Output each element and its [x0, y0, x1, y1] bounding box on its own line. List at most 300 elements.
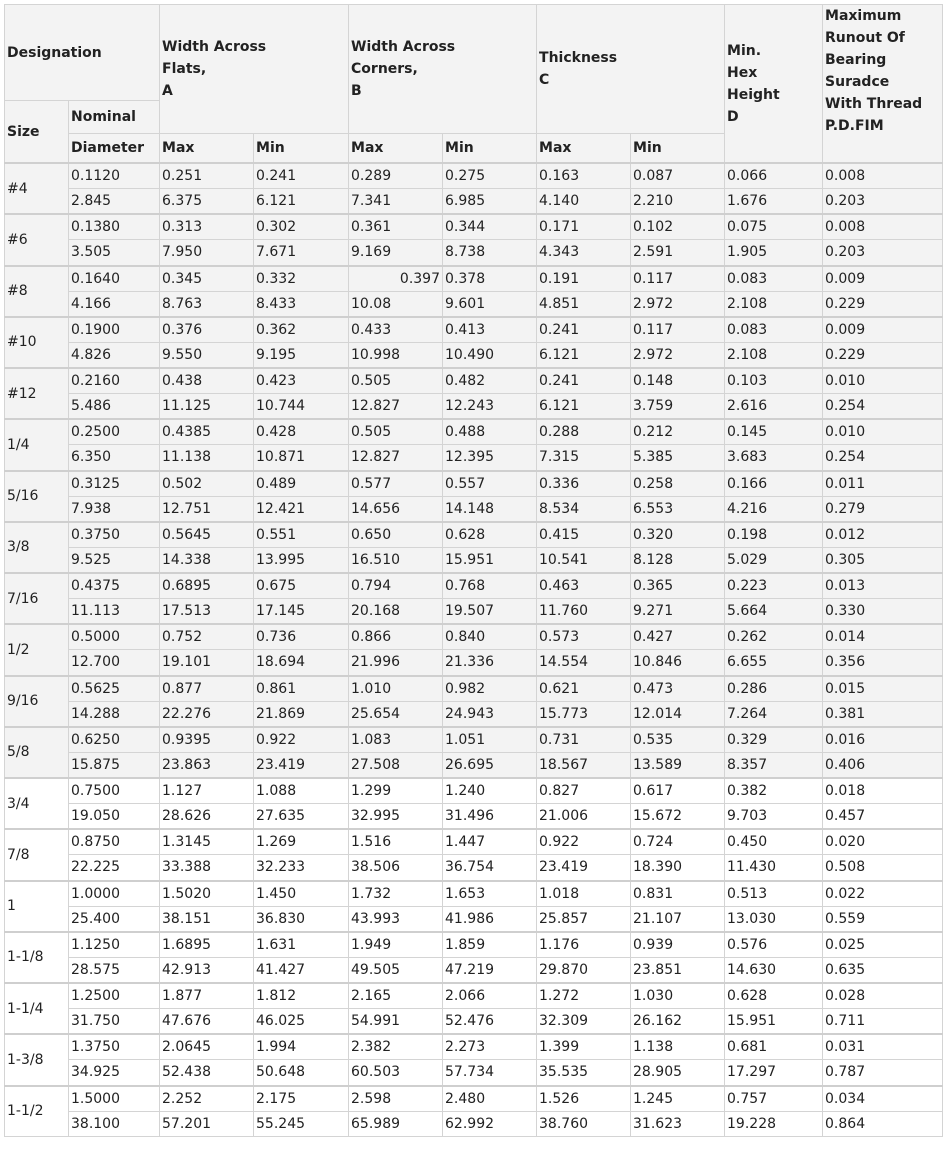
diameter-cell: 0.2500: [69, 419, 160, 445]
value-cell: 41.427: [254, 957, 349, 983]
value-cell: 0.724: [631, 829, 725, 855]
value-cell: 19.101: [160, 650, 254, 676]
value-cell: 1.859: [443, 932, 537, 958]
value-cell: 9.703: [725, 804, 823, 830]
value-cell: 46.025: [254, 1009, 349, 1035]
value-cell: 0.087: [631, 163, 725, 189]
table-row: [5, 855, 943, 881]
value-cell: 42.913: [160, 957, 254, 983]
size-cell: 1: [5, 881, 69, 932]
value-cell: 32.995: [349, 804, 443, 830]
table-row: [5, 419, 943, 445]
value-cell: 0.241: [537, 368, 631, 394]
value-cell: 11.138: [160, 445, 254, 471]
value-cell: 0.009: [823, 266, 943, 292]
value-cell: 0.075: [725, 214, 823, 240]
value-cell: 26.162: [631, 1009, 725, 1035]
diameter-cell: 0.5000: [69, 624, 160, 650]
value-cell: 21.107: [631, 906, 725, 932]
value-cell: 0.034: [823, 1086, 943, 1112]
value-cell: 23.851: [631, 957, 725, 983]
value-cell: 7.671: [254, 240, 349, 266]
value-cell: 0.731: [537, 727, 631, 753]
value-cell: 55.245: [254, 1111, 349, 1137]
value-cell: 47.676: [160, 1009, 254, 1035]
value-cell: 0.473: [631, 676, 725, 702]
value-cell: 17.297: [725, 1060, 823, 1086]
value-cell: 0.262: [725, 624, 823, 650]
value-cell: 0.166: [725, 471, 823, 497]
value-cell: 12.827: [349, 445, 443, 471]
diameter-cell: 0.1900: [69, 317, 160, 343]
table-row: [5, 163, 943, 189]
table-row: [5, 1034, 943, 1060]
diameter-cell: 0.1120: [69, 163, 160, 189]
value-cell: 11.760: [537, 599, 631, 625]
value-cell: 1.994: [254, 1034, 349, 1060]
value-cell: 0.171: [537, 214, 631, 240]
value-cell: 1.3145: [160, 829, 254, 855]
table-row: [5, 752, 943, 778]
table-row: [5, 624, 943, 650]
value-cell: 52.476: [443, 1009, 537, 1035]
size-cell: 9/16: [5, 676, 69, 727]
value-cell: 0.275: [443, 163, 537, 189]
value-cell: 0.329: [725, 727, 823, 753]
size-cell: #6: [5, 214, 69, 265]
value-cell: 0.198: [725, 522, 823, 548]
value-cell: 6.375: [160, 189, 254, 215]
value-cell: 38.506: [349, 855, 443, 881]
size-cell: 3/4: [5, 778, 69, 829]
value-cell: 1.905: [725, 240, 823, 266]
value-cell: 0.508: [823, 855, 943, 881]
value-cell: 36.754: [443, 855, 537, 881]
value-cell: 7.950: [160, 240, 254, 266]
value-cell: 32.309: [537, 1009, 631, 1035]
value-cell: 0.313: [160, 214, 254, 240]
value-cell: 8.738: [443, 240, 537, 266]
header-b-min: Min: [443, 134, 537, 164]
value-cell: 0.117: [631, 317, 725, 343]
value-cell: 0.489: [254, 471, 349, 497]
value-cell: 0.635: [823, 957, 943, 983]
value-cell: 60.503: [349, 1060, 443, 1086]
table-row: [5, 291, 943, 317]
value-cell: 0.229: [823, 342, 943, 368]
diameter-cell: 0.8750: [69, 829, 160, 855]
value-cell: 0.621: [537, 676, 631, 702]
table-row: [5, 881, 943, 907]
value-cell: 4.140: [537, 189, 631, 215]
value-cell: 38.760: [537, 1111, 631, 1137]
header-c-min: Min: [631, 134, 725, 164]
value-cell: 1.272: [537, 983, 631, 1009]
value-cell: 35.535: [537, 1060, 631, 1086]
value-cell: 1.877: [160, 983, 254, 1009]
value-cell: 15.672: [631, 804, 725, 830]
value-cell: 0.163: [537, 163, 631, 189]
value-cell: 21.869: [254, 701, 349, 727]
value-cell: 9.169: [349, 240, 443, 266]
hex-nut-dimension-table: [4, 4, 943, 1137]
value-cell: 14.656: [349, 496, 443, 522]
table-row: [5, 522, 943, 548]
value-cell: 0.020: [823, 829, 943, 855]
value-cell: 2.252: [160, 1086, 254, 1112]
value-cell: 2.972: [631, 291, 725, 317]
size-cell: 1/2: [5, 624, 69, 675]
diameter-cell: 0.1640: [69, 266, 160, 292]
value-cell: 13.995: [254, 547, 349, 573]
value-cell: 1.447: [443, 829, 537, 855]
value-cell: 0.576: [725, 932, 823, 958]
value-cell: 12.421: [254, 496, 349, 522]
value-cell: 0.877: [160, 676, 254, 702]
value-cell: 0.223: [725, 573, 823, 599]
value-cell: 23.419: [537, 855, 631, 881]
header-nominal: Nominal: [69, 101, 160, 134]
value-cell: 4.851: [537, 291, 631, 317]
diameter-cell: 0.7500: [69, 778, 160, 804]
value-cell: 1.653: [443, 881, 537, 907]
value-cell: 0.203: [823, 240, 943, 266]
value-cell: 0.361: [349, 214, 443, 240]
diameter-cell: 0.4375: [69, 573, 160, 599]
value-cell: 0.302: [254, 214, 349, 240]
value-cell: 0.031: [823, 1034, 943, 1060]
value-cell: 0.681: [725, 1034, 823, 1060]
value-cell: 0.4385: [160, 419, 254, 445]
header-a-min: Min: [254, 134, 349, 164]
value-cell: 2.108: [725, 342, 823, 368]
value-cell: 2.616: [725, 394, 823, 420]
diameter-cell: 0.1380: [69, 214, 160, 240]
value-cell: 10.08: [349, 291, 443, 317]
value-cell: 0.840: [443, 624, 537, 650]
value-cell: 0.5645: [160, 522, 254, 548]
value-cell: 2.175: [254, 1086, 349, 1112]
value-cell: 15.773: [537, 701, 631, 727]
value-cell: 0.145: [725, 419, 823, 445]
value-cell: 0.378: [443, 266, 537, 292]
diameter-cell: 1.2500: [69, 983, 160, 1009]
table-row: [5, 932, 943, 958]
value-cell: 10.846: [631, 650, 725, 676]
value-cell: 8.763: [160, 291, 254, 317]
size-cell: 1-1/2: [5, 1086, 69, 1137]
value-cell: 0.864: [823, 1111, 943, 1137]
value-cell: 0.010: [823, 419, 943, 445]
size-cell: 1/4: [5, 419, 69, 470]
value-cell: 0.9395: [160, 727, 254, 753]
value-cell: 9.271: [631, 599, 725, 625]
value-cell: 7.264: [725, 701, 823, 727]
value-cell: 9.195: [254, 342, 349, 368]
value-cell: 14.630: [725, 957, 823, 983]
header-thickness: Thickness C: [537, 5, 725, 134]
table-row: [5, 368, 943, 394]
value-cell: 31.623: [631, 1111, 725, 1137]
value-cell: 0.535: [631, 727, 725, 753]
value-cell: 0.008: [823, 214, 943, 240]
table-row: [5, 778, 943, 804]
value-cell: 0.557: [443, 471, 537, 497]
table-row: [5, 983, 943, 1009]
value-cell: 6.553: [631, 496, 725, 522]
value-cell: 0.488: [443, 419, 537, 445]
value-cell: 0.008: [823, 163, 943, 189]
value-cell: 1.083: [349, 727, 443, 753]
value-cell: 3.759: [631, 394, 725, 420]
value-cell: 0.428: [254, 419, 349, 445]
table-row: [5, 599, 943, 625]
value-cell: 14.338: [160, 547, 254, 573]
size-cell: 3/8: [5, 522, 69, 573]
value-cell: 0.505: [349, 419, 443, 445]
value-cell: 2.591: [631, 240, 725, 266]
diameter-cell: 25.400: [69, 906, 160, 932]
value-cell: 1.051: [443, 727, 537, 753]
table-row: [5, 240, 943, 266]
value-cell: 1.676: [725, 189, 823, 215]
value-cell: 25.654: [349, 701, 443, 727]
value-cell: 0.381: [823, 701, 943, 727]
header-b-max: Max: [349, 134, 443, 164]
value-cell: 52.438: [160, 1060, 254, 1086]
value-cell: 0.922: [537, 829, 631, 855]
value-cell: 2.066: [443, 983, 537, 1009]
value-cell: 0.345: [160, 266, 254, 292]
value-cell: 2.210: [631, 189, 725, 215]
value-cell: 33.388: [160, 855, 254, 881]
header-width-across-corners: Width Across Corners, B: [349, 5, 537, 134]
table-row: [5, 471, 943, 497]
value-cell: 10.490: [443, 342, 537, 368]
value-cell: 21.996: [349, 650, 443, 676]
diameter-cell: 38.100: [69, 1111, 160, 1137]
value-cell: 2.273: [443, 1034, 537, 1060]
value-cell: 0.457: [823, 804, 943, 830]
header-c-max: Max: [537, 134, 631, 164]
table-row: [5, 650, 943, 676]
diameter-cell: 5.486: [69, 394, 160, 420]
diameter-cell: 7.938: [69, 496, 160, 522]
value-cell: 0.011: [823, 471, 943, 497]
value-cell: 0.939: [631, 932, 725, 958]
value-cell: 5.385: [631, 445, 725, 471]
value-cell: 0.365: [631, 573, 725, 599]
value-cell: 0.251: [160, 163, 254, 189]
value-cell: 4.216: [725, 496, 823, 522]
value-cell: 0.752: [160, 624, 254, 650]
value-cell: 0.711: [823, 1009, 943, 1035]
value-cell: 22.276: [160, 701, 254, 727]
value-cell: 10.541: [537, 547, 631, 573]
value-cell: 23.419: [254, 752, 349, 778]
value-cell: 0.861: [254, 676, 349, 702]
value-cell: 0.628: [725, 983, 823, 1009]
value-cell: 57.734: [443, 1060, 537, 1086]
size-cell: #8: [5, 266, 69, 317]
diameter-cell: 3.505: [69, 240, 160, 266]
value-cell: 0.577: [349, 471, 443, 497]
table-row: [5, 727, 943, 753]
value-cell: 18.567: [537, 752, 631, 778]
value-cell: 0.279: [823, 496, 943, 522]
value-cell: 0.212: [631, 419, 725, 445]
value-cell: 0.433: [349, 317, 443, 343]
value-cell: 2.165: [349, 983, 443, 1009]
value-cell: 5.664: [725, 599, 823, 625]
value-cell: 12.751: [160, 496, 254, 522]
value-cell: 10.871: [254, 445, 349, 471]
value-cell: 12.827: [349, 394, 443, 420]
value-cell: 8.128: [631, 547, 725, 573]
size-cell: 7/8: [5, 829, 69, 880]
value-cell: 14.148: [443, 496, 537, 522]
value-cell: 0.757: [725, 1086, 823, 1112]
value-cell: 1.269: [254, 829, 349, 855]
value-cell: 0.288: [537, 419, 631, 445]
value-cell: 0.628: [443, 522, 537, 548]
value-cell: 1.018: [537, 881, 631, 907]
value-cell: 12.243: [443, 394, 537, 420]
value-cell: 0.330: [823, 599, 943, 625]
value-cell: 14.554: [537, 650, 631, 676]
value-cell: 0.397: [349, 266, 443, 292]
value-cell: 8.534: [537, 496, 631, 522]
value-cell: 1.030: [631, 983, 725, 1009]
diameter-cell: 0.2160: [69, 368, 160, 394]
value-cell: 0.083: [725, 266, 823, 292]
value-cell: 5.029: [725, 547, 823, 573]
size-cell: #12: [5, 368, 69, 419]
value-cell: 20.168: [349, 599, 443, 625]
value-cell: 1.245: [631, 1086, 725, 1112]
diameter-cell: 14.288: [69, 701, 160, 727]
value-cell: 0.513: [725, 881, 823, 907]
value-cell: 36.830: [254, 906, 349, 932]
value-cell: 0.617: [631, 778, 725, 804]
value-cell: 9.550: [160, 342, 254, 368]
value-cell: 12.014: [631, 701, 725, 727]
value-cell: 13.589: [631, 752, 725, 778]
value-cell: 0.502: [160, 471, 254, 497]
value-cell: 6.121: [537, 342, 631, 368]
value-cell: 0.028: [823, 983, 943, 1009]
value-cell: 1.732: [349, 881, 443, 907]
value-cell: 0.427: [631, 624, 725, 650]
value-cell: 4.343: [537, 240, 631, 266]
value-cell: 0.376: [160, 317, 254, 343]
value-cell: 0.012: [823, 522, 943, 548]
header-diameter: Diameter: [69, 134, 160, 164]
value-cell: 0.505: [349, 368, 443, 394]
value-cell: 0.025: [823, 932, 943, 958]
diameter-cell: 2.845: [69, 189, 160, 215]
value-cell: 0.103: [725, 368, 823, 394]
value-cell: 0.117: [631, 266, 725, 292]
value-cell: 0.289: [349, 163, 443, 189]
value-cell: 19.228: [725, 1111, 823, 1137]
header-a-max: Max: [160, 134, 254, 164]
size-cell: 1-1/8: [5, 932, 69, 983]
value-cell: 2.480: [443, 1086, 537, 1112]
value-cell: 0.083: [725, 317, 823, 343]
diameter-cell: 1.1250: [69, 932, 160, 958]
value-cell: 1.138: [631, 1034, 725, 1060]
table-row: [5, 906, 943, 932]
value-cell: 23.863: [160, 752, 254, 778]
value-cell: 6.121: [254, 189, 349, 215]
value-cell: 11.430: [725, 855, 823, 881]
value-cell: 0.551: [254, 522, 349, 548]
value-cell: 1.526: [537, 1086, 631, 1112]
value-cell: 28.905: [631, 1060, 725, 1086]
value-cell: 24.943: [443, 701, 537, 727]
value-cell: 7.315: [537, 445, 631, 471]
diameter-cell: 31.750: [69, 1009, 160, 1035]
table-row: [5, 701, 943, 727]
table-row: [5, 1009, 943, 1035]
value-cell: 0.831: [631, 881, 725, 907]
diameter-cell: 9.525: [69, 547, 160, 573]
value-cell: 0.650: [349, 522, 443, 548]
size-cell: 5/8: [5, 727, 69, 778]
header-max-runout: Maximum Runout Of Bearing Suradce With Thread P.D.FIM: [823, 5, 943, 164]
value-cell: 31.496: [443, 804, 537, 830]
value-cell: 25.857: [537, 906, 631, 932]
table-row: [5, 547, 943, 573]
value-cell: 0.6895: [160, 573, 254, 599]
value-cell: 0.382: [725, 778, 823, 804]
table-row: [5, 1060, 943, 1086]
value-cell: 38.151: [160, 906, 254, 932]
value-cell: 0.016: [823, 727, 943, 753]
value-cell: 27.508: [349, 752, 443, 778]
value-cell: 0.148: [631, 368, 725, 394]
value-cell: 0.406: [823, 752, 943, 778]
value-cell: 0.022: [823, 881, 943, 907]
value-cell: 0.344: [443, 214, 537, 240]
value-cell: 0.010: [823, 368, 943, 394]
value-cell: 1.516: [349, 829, 443, 855]
diameter-cell: 19.050: [69, 804, 160, 830]
value-cell: 1.812: [254, 983, 349, 1009]
diameter-cell: 4.826: [69, 342, 160, 368]
value-cell: 27.635: [254, 804, 349, 830]
value-cell: 2.108: [725, 291, 823, 317]
value-cell: 21.336: [443, 650, 537, 676]
table-row: [5, 317, 943, 343]
value-cell: 8.433: [254, 291, 349, 317]
value-cell: 62.992: [443, 1111, 537, 1137]
value-cell: 1.450: [254, 881, 349, 907]
value-cell: 2.598: [349, 1086, 443, 1112]
size-cell: 7/16: [5, 573, 69, 624]
value-cell: 26.695: [443, 752, 537, 778]
value-cell: 7.341: [349, 189, 443, 215]
value-cell: 0.768: [443, 573, 537, 599]
value-cell: 0.066: [725, 163, 823, 189]
value-cell: 6.655: [725, 650, 823, 676]
value-cell: 0.362: [254, 317, 349, 343]
value-cell: 0.191: [537, 266, 631, 292]
diameter-cell: 0.3125: [69, 471, 160, 497]
value-cell: 18.694: [254, 650, 349, 676]
value-cell: 0.229: [823, 291, 943, 317]
